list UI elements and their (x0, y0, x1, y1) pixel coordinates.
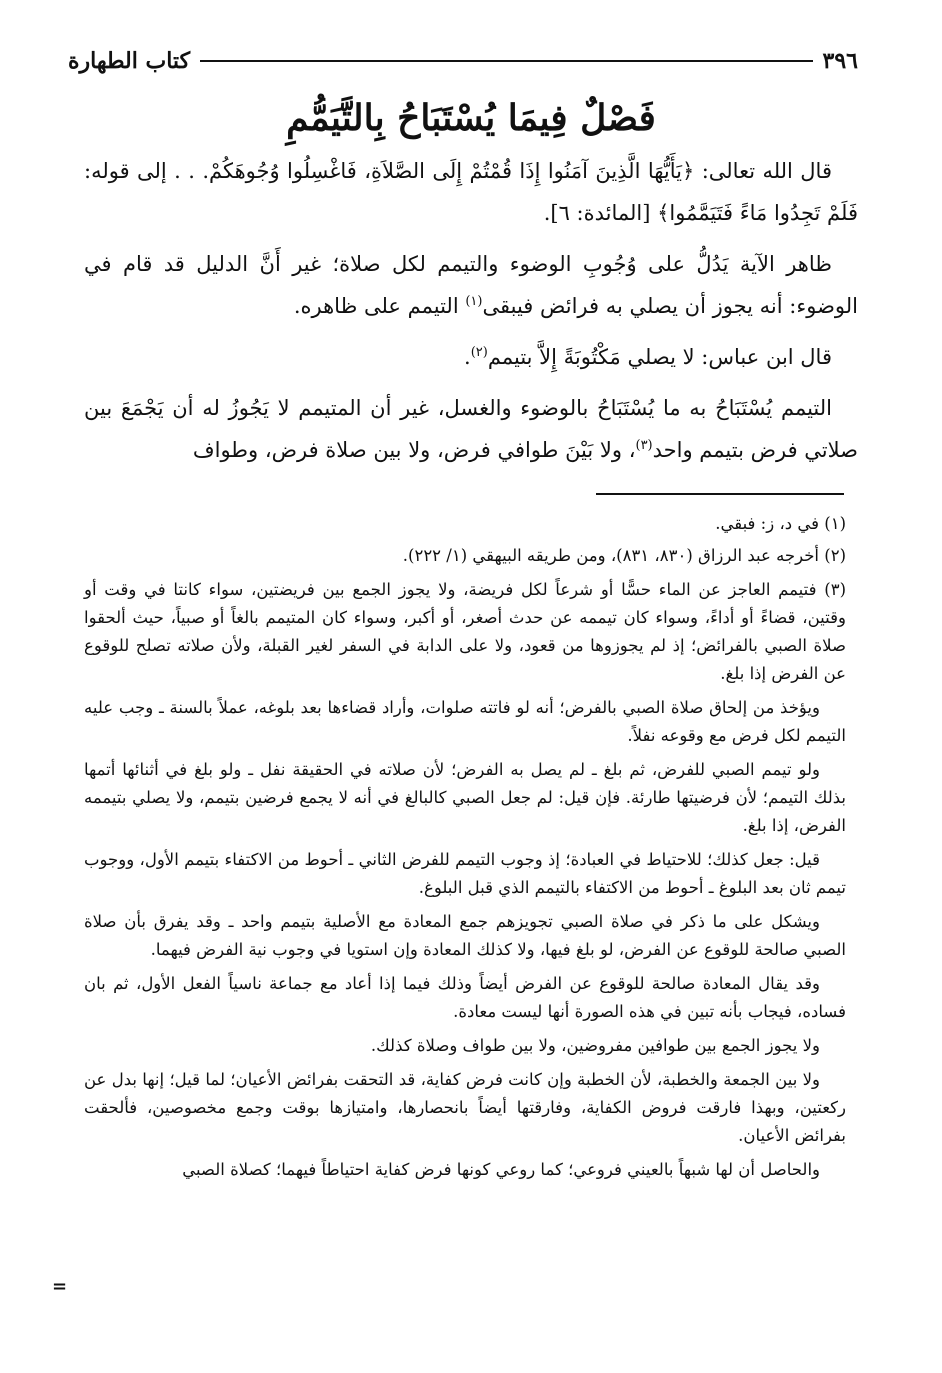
footnote-3-paragraph: قيل: جعل كذلك؛ للاحتياط في العبادة؛ إذ وجوب التيمم للفرض الثاني ـ أحوط من الاكتفاء بتيمم الأول، ووجوب تيمم ثان بعد البلوغ ـ أحوط من الاكتفاء بالتيمم الذي قبل البلوغ. (84, 850, 846, 897)
footnote-ref: (١) (465, 294, 483, 309)
paragraph-text: . (464, 345, 471, 369)
paragraph-tayammum (84, 387, 858, 471)
paragraph-interpretation (84, 243, 858, 327)
main-text (84, 150, 858, 471)
footnote-ref: (٣) (635, 438, 653, 453)
paragraph-text: ظاهر الآية يَدُلُّ على وُجُوبِ الوضوء والتيمم لكل صلاة؛ غير أَنَّ الدليل قد قام في الوضوء: أنه يجوز أن يصلي به فرائض فيبقى (84, 252, 858, 318)
paragraph-verse: قال الله تعالى: ﴿يَأَيُّهَا الَّذِينَ آمَنُوا إِذَا قُمْتُمْ إِلَى الصَّلاَةِ، فَاغْسِلُوا وُجُوهَكُمْ. . . إلى قوله: فَلَمْ تَجِدُوا مَاءً فَتَيَمَّمُوا﴾ [المائدة: ٦]. (84, 159, 858, 225)
footnote-2: (٢) أخرجه عبد الرزاق (٨٣٠، ٨٣١)، ومن طريقه البيهقي (١/ ٢٢٢). (402, 546, 846, 565)
footnotes (84, 510, 846, 1190)
page-number: ٣٩٦ (822, 48, 858, 74)
paragraph-text: التيمم يُسْتَبَاحُ به ما يُسْتَبَاحُ بالوضوء والغسل، غير أن المتيمم لا يَجُوزُ له أن يَجْمَعَ بين صلاتي فرض بتيمم واحد (84, 396, 858, 462)
paragraph-text: ، ولا بَيْنَ طوافي فرض، ولا بين صلاة فرض، وطواف (192, 438, 636, 462)
header-rule (200, 60, 813, 62)
paragraph-ibn-abbas (84, 336, 858, 378)
footnote-3-paragraph: ويشكل على ما ذكر في صلاة الصبي تجويزهم جمع المعادة مع الأصلية بتيمم واحد ـ وقد يفرق بأن صلاة الصبي صالحة للوقوع عن الفرض، لو بلغ فيها، ولا كذلك المعادة وإن استويا في وجوب نية الفرض فيهما. (84, 912, 846, 959)
footnote-3-paragraph: وقد يقال المعادة صالحة للوقوع عن الفرض أيضاً وذلك فيما إذا أعاد مع جماعة ناسياً الفعل الأول، ثم بان فساده، فيجاب بأنه تبين في هذه الصورة أنها ليست معادة. (84, 974, 846, 1021)
chapter-title: فَصْلٌ فِيمَا يُسْتَبَاحُ بِالتَّيَمُّمِ (286, 97, 656, 139)
footnote-3-paragraph: ولا بين الجمعة والخطبة، لأن الخطبة وإن كانت فرض كفاية، قد التحقت بفرائض الأعيان؛ لما قيل؛ إنها بدل عن ركعتين، وبهذا فارقت فروض الكفاية، وفارقتها أيضاً بانحصارها، وامتيازها بوقت وجمع مخصوصين، فألحقت بفرائض الأعيان. (84, 1070, 846, 1145)
footnote-ref: (٢) (470, 345, 488, 360)
footnote-3-paragraph: ويؤخذ من إلحاق صلاة الصبي بالفرض؛ أنه لو فاتته صلوات، وأراد قضاءها بعد بلوغه، عملاً بالسنة ـ وجب عليه التيمم لكل فرض مع وقوعه نفلاً. (84, 698, 846, 745)
footnote-3 (84, 576, 846, 1184)
footnote-3-paragraph: ولا يجوز الجمع بين طوافين مفروضين، ولا بين طواف وصلاة كذلك. (370, 1036, 820, 1055)
footnote-3-paragraph: والحاصل أن لها شبهاً بالعيني فروعي؛ كما روعي كونها فرض كفاية احتياطاً فيهما؛ كصلاة الصبي (182, 1160, 820, 1179)
footnote-3-paragraph: (٣) فتيمم العاجز عن الماء حسًّا أو شرعاً لكل فريضة، ولا يجوز الجمع بين فريضتين، سواء كانتا في وقت أو وقتين، قضاءً أو أداءً، وسواء كان تيممه عن حدث أصغر، أو أكبر، وسواء كان المتيمم بالغاً أو صبياً، حيث ألحقوا صلاة الصبي بالفرائض؛ إذ لم يجوزوها من قعود، ولا على الدابة في السفر لغير القبلة، ولأن صلاته تصلح للوقوع عن الفرض إذا بلغ. (84, 580, 846, 683)
paragraph-text: التيمم على ظاهره. (293, 294, 466, 318)
footnote-separator (596, 493, 844, 495)
running-header (68, 44, 858, 78)
footnote-1: (١) في د، ز: فبقي. (715, 514, 846, 533)
paragraph-text: قال ابن عباس: لا يصلي مَكْتُوبَةً إِلاَّ بتيمم (487, 345, 832, 369)
continuation-mark: = (52, 1276, 68, 1297)
footnote-3-paragraph: ولو تيمم الصبي للفرض، ثم بلغ ـ لم يصل به الفرض؛ لأن صلاته في الحقيقة نفل ـ ولو بلغ في أثنائها أتمها بذلك التيمم؛ لأن فرضيتها طارئة. فإن قيل: لم جعل الصبي كالبالغ في أنه لا يجمع فرضين بتيمم، ولا يصلي بتيممه الفرض، إذا بلغ. (84, 760, 846, 835)
book-title: كتاب الطهارة (68, 48, 191, 74)
